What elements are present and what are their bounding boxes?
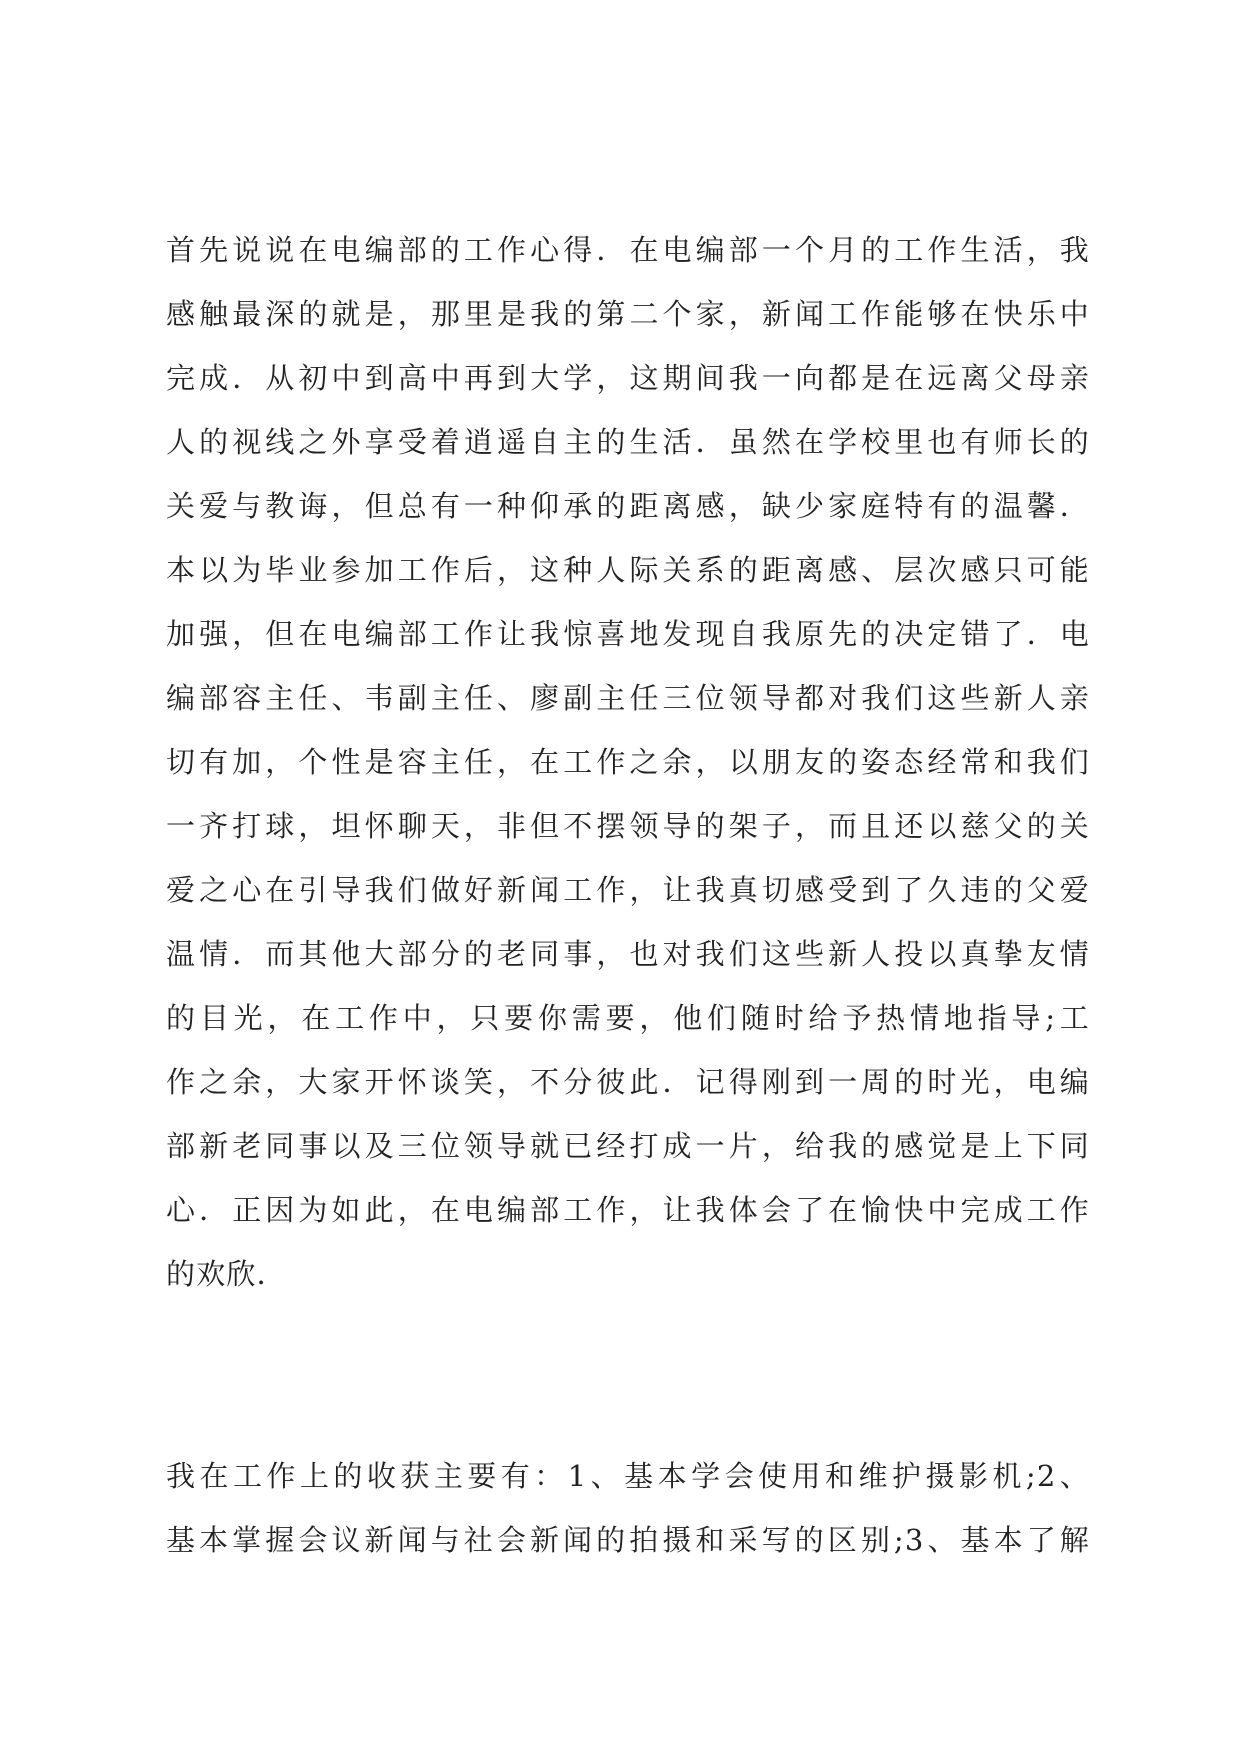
- paragraph-work-experience: [166, 218, 1090, 1306]
- text-line: 关爱与教诲，但总有一种仰承的距离感，缺少家庭特有的温馨．: [166, 489, 1090, 523]
- text-line: 心．正因为如此，在电编部工作，让我体会了在愉快中完成工作: [166, 1193, 1090, 1227]
- text-line: 温情．而其他大部分的老同事，也对我们这些新人投以真挚友情: [166, 937, 1090, 971]
- text-line: 完成．从初中到高中再到大学，这期间我一向都是在远离父母亲: [166, 361, 1090, 395]
- text-line: 基本掌握会议新闻与社会新闻的拍摄和采写的区别;3、基本了解: [166, 1523, 1090, 1557]
- text-line: 感触最深的就是，那里是我的第二个家，新闻工作能够在快乐中: [166, 297, 1090, 331]
- text-line: 部新老同事以及三位领导就已经打成一片，给我的感觉是上下同: [166, 1129, 1090, 1163]
- text-line: 人的视线之外享受着逍遥自主的生活．虽然在学校里也有师长的: [166, 425, 1090, 459]
- paragraph-work-gains: [166, 1444, 1090, 1572]
- text-line: 我在工作上的收获主要有：1、基本学会使用和维护摄影机;2、: [166, 1459, 1090, 1493]
- text-line: 编部容主任、韦副主任、廖副主任三位领导都对我们这些新人亲: [166, 681, 1090, 715]
- text-line: 首先说说在电编部的工作心得．在电编部一个月的工作生活，我: [166, 233, 1090, 267]
- text-line: 的目光，在工作中，只要你需要，他们随时给予热情地指导;工: [166, 1001, 1090, 1035]
- text-line: 一齐打球，坦怀聊天，非但不摆领导的架子，而且还以慈父的关: [166, 809, 1090, 843]
- text-line: 的欢欣．: [166, 1257, 287, 1291]
- text-line: 切有加，个性是容主任，在工作之余，以朋友的姿态经常和我们: [166, 745, 1090, 779]
- text-line: 爱之心在引导我们做好新闻工作，让我真切感受到了久违的父爱: [166, 873, 1090, 907]
- text-line: 加强，但在电编部工作让我惊喜地发现自我原先的决定错了．电: [166, 617, 1090, 651]
- text-line: 作之余，大家开怀谈笑，不分彼此．记得刚到一周的时光，电编: [166, 1065, 1090, 1099]
- text-line: 本以为毕业参加工作后，这种人际关系的距离感、层次感只可能: [166, 553, 1090, 587]
